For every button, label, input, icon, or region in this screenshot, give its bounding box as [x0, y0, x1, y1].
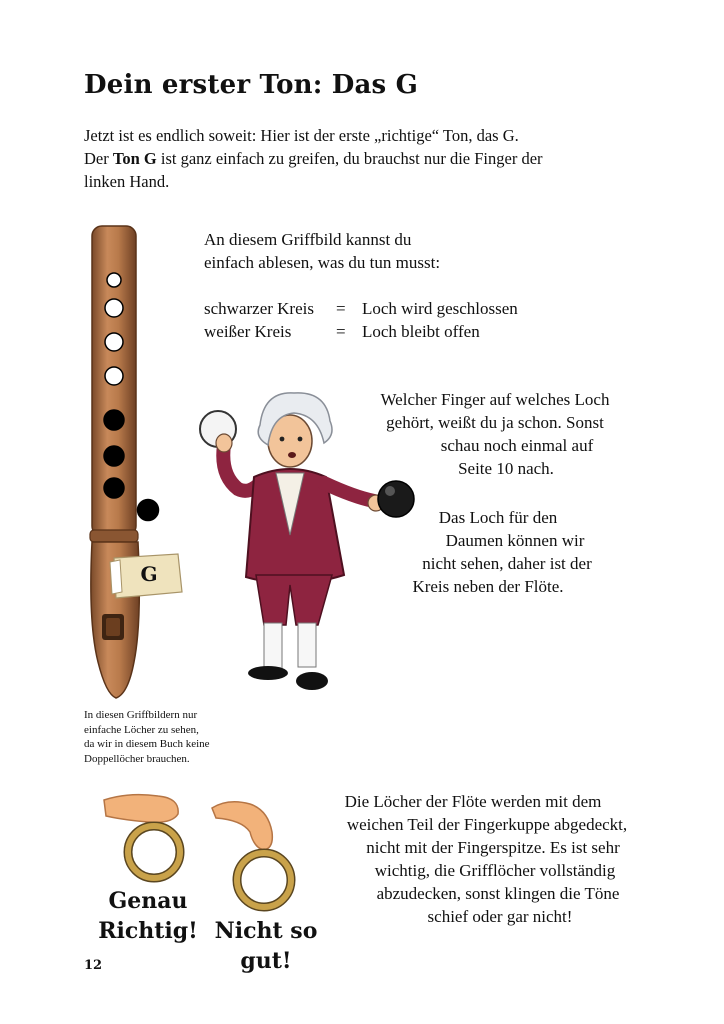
- thumb-line-1: Das Loch für den: [438, 508, 558, 527]
- finger-hole-4: [105, 367, 123, 385]
- legend-row-white: [204, 320, 564, 343]
- ring-icon: [128, 826, 180, 878]
- finger-hole-5: [104, 410, 124, 430]
- legend-eq: =: [336, 322, 346, 341]
- finger-hole-2: [105, 299, 123, 317]
- intro-line-2-pre: Der: [84, 149, 113, 168]
- technique-line-1: Die Löcher der Flöte werden mit dem: [344, 792, 602, 811]
- note-tag: [108, 552, 184, 600]
- finger-line-4: Seite 10 nach.: [458, 459, 554, 478]
- chart-caption: [84, 708, 244, 766]
- technique-line-2: weichen Teil der Fingerkuppe abgedeckt,: [346, 815, 628, 834]
- caption-line: einfache Löcher zu sehen,: [84, 723, 199, 736]
- thumb-line-4: Kreis neben der Flöte.: [412, 577, 564, 596]
- label-wrong-line-2: gut!: [240, 948, 292, 974]
- ring-icon: [237, 853, 291, 907]
- caption-line: In diesen Griffbildern nur: [84, 709, 198, 721]
- thumb-hole-circle: [138, 500, 159, 521]
- legend-value: Loch wird geschlossen: [362, 299, 518, 318]
- technique-line-6: schief oder gar nicht!: [427, 907, 573, 926]
- label-wrong: [210, 916, 322, 976]
- finger-line-3: schau noch einmal auf: [440, 436, 594, 455]
- finger-pad-icon: [104, 795, 178, 823]
- legend-key: weißer Kreis: [204, 322, 292, 341]
- intro-bold-note: Ton G: [112, 149, 157, 168]
- page-number: 12: [84, 958, 103, 973]
- griffbild-explanation: [204, 228, 564, 343]
- finger-hole-6: [104, 446, 124, 466]
- label-correct: [92, 886, 204, 946]
- finger-hole-7: [104, 478, 124, 498]
- griffbild-line-2: einfach ablesen, was du tun musst:: [204, 253, 441, 272]
- recorder-joint: [90, 530, 138, 542]
- technique-line-3: nicht mit der Fingerspitze. Es ist sehr: [366, 838, 620, 857]
- technique-line-4: wichtig, die Grifflöcher vollständig: [374, 861, 616, 880]
- caption-line: Doppellöcher brauchen.: [84, 752, 190, 765]
- legend-eq: =: [336, 299, 346, 318]
- intro-line-2: [84, 147, 644, 170]
- fingertip-icon: [212, 802, 272, 850]
- page-title: Dein erster Ton: Das G: [84, 70, 419, 100]
- intro-line-2-post: ist ganz einfach zu greifen, du brauchst nur die Finger der: [156, 149, 543, 168]
- label-correct-line-2: Richtig!: [98, 918, 198, 944]
- finger-line-2: gehört, weißt du ja schon. Sonst: [386, 413, 604, 432]
- griffbild-line-1: An diesem Griffbild kannst du: [204, 230, 412, 249]
- legend-row-black: [204, 297, 564, 320]
- intro-paragraph: [84, 124, 644, 193]
- note-label: G: [140, 562, 158, 586]
- thumb-line-2: Daumen können wir: [445, 531, 585, 550]
- technique-line-5: abzudecken, sonst klingen die Töne: [376, 884, 620, 903]
- legend-value: Loch bleibt offen: [362, 322, 480, 341]
- correct-finger-ring-illustration: [98, 790, 194, 886]
- finger-hole-3: [105, 333, 123, 351]
- recorder-fingering-chart: [78, 222, 190, 710]
- wrong-finger-ring-illustration: [206, 796, 306, 914]
- thumb-line-3: nicht sehen, daher ist der: [422, 554, 592, 573]
- legend-key: schwarzer Kreis: [204, 299, 314, 318]
- intro-line-1: Jetzt ist es endlich soweit: Hier ist der erste „richtige“ Ton, das G.: [84, 126, 519, 145]
- thumb-explanation: [356, 506, 620, 598]
- technique-explanation: [308, 790, 648, 928]
- finger-hole-1: [107, 273, 121, 287]
- label-wrong-line-1: Nicht so: [214, 918, 318, 944]
- caption-line: da wir in diesem Buch keine: [84, 738, 210, 750]
- finger-line-1: Welcher Finger auf welches Loch: [380, 390, 610, 409]
- finger-explanation: [350, 388, 640, 480]
- label-correct-line-1: Genau: [108, 888, 188, 914]
- intro-line-3: linken Hand.: [84, 172, 170, 191]
